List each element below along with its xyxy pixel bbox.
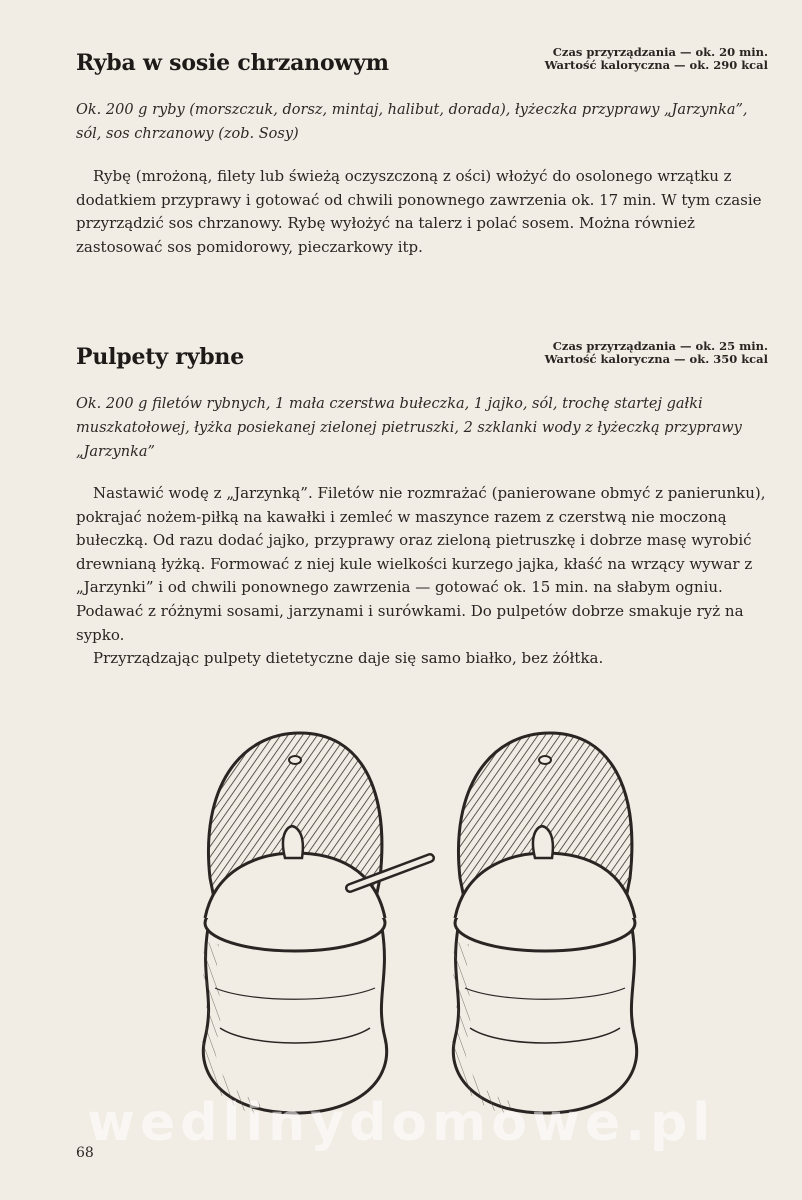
recipe-title: Ryba w sosie chrzanowym [76, 50, 389, 76]
jar-left [203, 733, 430, 1113]
page-number: 68 [76, 1145, 94, 1161]
calorie-value: Wartość kaloryczna — ok. 290 kcal [544, 58, 768, 72]
prep-time: Czas przyrządzania — ok. 20 min. [552, 45, 768, 59]
recipe-meta [545, 46, 768, 72]
instruction-paragraph: Rybę (mrożoną, filety lub świeżą oczyszczoną z ości) włożyć do osolonego wrzątku z dodatkiem przyprawy i gotować od chwili ponownego zawrzenia ok. 17 min. W tym czasie przyrządzić sos chrzanowy. Rybę wyłożyć na talerz i polać sosem. Można również zastosować sos pomidorowy, pieczarkowy itp. [76, 167, 762, 256]
prep-time: Czas przyrządzania — ok. 25 min. [552, 339, 768, 353]
jar-right [453, 733, 636, 1113]
recipe-header-2 [76, 340, 768, 374]
recipe-instructions [76, 482, 768, 671]
spice-jars-drawing-icon [190, 728, 650, 1128]
recipe-meta [545, 340, 768, 366]
calorie-value: Wartość kaloryczna — ok. 350 kcal [544, 352, 768, 366]
instruction-paragraph: Nastawić wodę z „Jarzynką”. Filetów nie rozmrażać (panierowane obmyć z panierunku), pokrajać nożem-piłką na kawałki i zemleć w maszynce razem z czerstwą nie moczoną bułeczką. Od razu dodać jajko, przyprawy oraz zieloną pietruszkę i dobrze masę wyrobić drewnianą łyżką. Formować z niej kule wielkości kurzego jajka, kłaść na wrzący wywar z „Jarzynki” i od chwili ponownego zawrzenia — gotować ok. 15 min. na słabym ogniu. Podawać z różnymi sosami, jarzynami i surówkami. Do pulpetów dobrze smakuje ryż na sypko. [76, 484, 766, 644]
ingredients-list: Ok. 200 g ryby (morszczuk, dorsz, mintaj, halibut, dorada), łyżeczka przyprawy „Jarzynka”, sól, sos chrzanowy (zob. Sosy) [76, 102, 748, 142]
watermark: wedlinydomowe.pl [86, 1093, 716, 1153]
ingredients-list: Ok. 200 g filetów rybnych, 1 mała czerstwa bułeczka, 1 jajko, sól, trochę startej gałki muszkatołowej, łyżka posiekanej zielonej pietruszki, 2 szklanki wody z łyżeczką przyprawy „Jarzynka” [76, 396, 742, 460]
recipe-header-1 [76, 46, 768, 80]
recipe-instructions [76, 165, 768, 259]
instruction-paragraph: Przyrządzając pulpety dietetyczne daje się samo białko, bez żółtka. [93, 649, 604, 668]
recipe-title: Pulpety rybne [76, 344, 245, 370]
